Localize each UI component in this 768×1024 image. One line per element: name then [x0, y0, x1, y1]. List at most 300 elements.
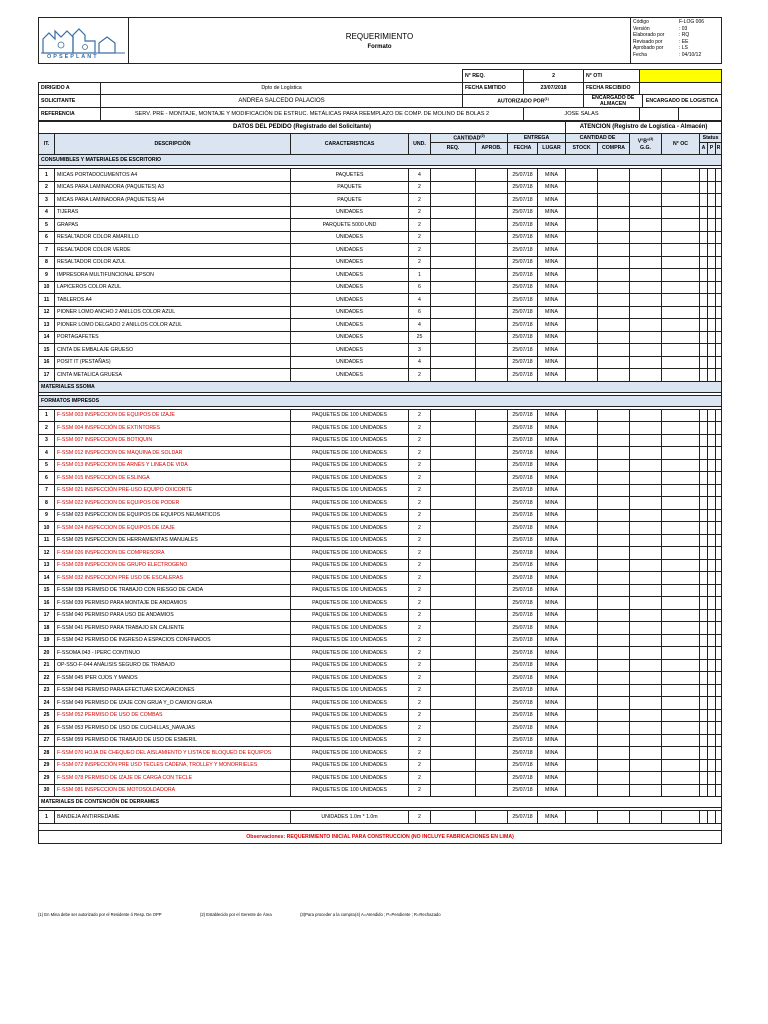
item-status-r[interactable]: [716, 759, 722, 772]
item-status-a[interactable]: [700, 684, 708, 697]
item-characteristics[interactable]: UNIDADES: [291, 281, 409, 294]
item-status-a[interactable]: [700, 219, 708, 232]
item-compra[interactable]: [598, 497, 630, 510]
item-stock[interactable]: [566, 434, 598, 447]
item-quantity[interactable]: 2: [409, 697, 431, 710]
item-aprob[interactable]: [476, 356, 508, 369]
item-aprob[interactable]: [476, 319, 508, 332]
item-noc[interactable]: [662, 256, 700, 269]
item-fecha[interactable]: 25/07/18: [508, 256, 538, 269]
item-status-p[interactable]: [708, 547, 716, 560]
item-status-a[interactable]: [700, 319, 708, 332]
item-req[interactable]: [431, 356, 476, 369]
item-fecha[interactable]: 25/07/18: [508, 672, 538, 685]
item-fecha[interactable]: 25/07/18: [508, 697, 538, 710]
item-req[interactable]: [431, 734, 476, 747]
item-characteristics[interactable]: PAQUETES DE 100 UNIDADES: [291, 534, 409, 547]
item-compra[interactable]: [598, 534, 630, 547]
item-stock[interactable]: [566, 784, 598, 797]
item-stock[interactable]: [566, 306, 598, 319]
item-compra[interactable]: [598, 672, 630, 685]
item-noc[interactable]: [662, 181, 700, 194]
item-status-r[interactable]: [716, 509, 722, 522]
item-stock[interactable]: [566, 759, 598, 772]
item-lugar[interactable]: MINA: [538, 484, 566, 497]
item-characteristics[interactable]: PAQUETES DE 100 UNIDADES: [291, 759, 409, 772]
item-characteristics[interactable]: PAQUETES DE 100 UNIDADES: [291, 659, 409, 672]
item-quantity[interactable]: 6: [409, 306, 431, 319]
item-status-p[interactable]: [708, 369, 716, 382]
item-status-r[interactable]: [716, 709, 722, 722]
item-aprob[interactable]: [476, 409, 508, 422]
item-req[interactable]: [431, 622, 476, 635]
item-characteristics[interactable]: UNIDADES: [291, 319, 409, 332]
item-description[interactable]: F-SSM 013 INSPECCION DE ARNÉS Y LINEA DE VIDA: [55, 459, 291, 472]
item-lugar[interactable]: MINA: [538, 194, 566, 207]
item-compra[interactable]: [598, 344, 630, 357]
item-status-p[interactable]: [708, 697, 716, 710]
item-vb[interactable]: [630, 547, 662, 560]
item-lugar[interactable]: MINA: [538, 319, 566, 332]
item-quantity[interactable]: 2: [409, 659, 431, 672]
item-stock[interactable]: [566, 772, 598, 785]
item-quantity[interactable]: 2: [409, 709, 431, 722]
item-description[interactable]: F-SSM 003 INSPECCION DE EQUIPOS DE IZAJE: [55, 409, 291, 422]
item-status-r[interactable]: [716, 484, 722, 497]
item-vb[interactable]: [630, 572, 662, 585]
item-aprob[interactable]: [476, 772, 508, 785]
item-req[interactable]: [431, 294, 476, 307]
item-stock[interactable]: [566, 659, 598, 672]
item-description[interactable]: F-SSM 059 PERMISO DE TRABAJO DE USO DE ESMERIL: [55, 734, 291, 747]
item-compra[interactable]: [598, 206, 630, 219]
item-req[interactable]: [431, 434, 476, 447]
item-noc[interactable]: [662, 647, 700, 660]
item-aprob[interactable]: [476, 547, 508, 560]
item-status-a[interactable]: [700, 472, 708, 485]
item-fecha[interactable]: 25/07/18: [508, 331, 538, 344]
item-status-p[interactable]: [708, 734, 716, 747]
item-req[interactable]: [431, 169, 476, 182]
noti-value[interactable]: [640, 70, 722, 83]
item-fecha[interactable]: 25/07/18: [508, 559, 538, 572]
item-fecha[interactable]: 25/07/18: [508, 472, 538, 485]
item-description[interactable]: TIJERAS: [55, 206, 291, 219]
item-lugar[interactable]: MINA: [538, 206, 566, 219]
item-noc[interactable]: [662, 319, 700, 332]
item-lugar[interactable]: MINA: [538, 356, 566, 369]
item-fecha[interactable]: 25/07/18: [508, 269, 538, 282]
item-status-p[interactable]: [708, 331, 716, 344]
item-status-p[interactable]: [708, 472, 716, 485]
item-compra[interactable]: [598, 219, 630, 232]
item-compra[interactable]: [598, 697, 630, 710]
item-description[interactable]: BANDEJA ANTIRREDAME: [55, 811, 291, 824]
item-noc[interactable]: [662, 547, 700, 560]
item-lugar[interactable]: MINA: [538, 472, 566, 485]
item-aprob[interactable]: [476, 672, 508, 685]
item-characteristics[interactable]: PAQUETES DE 100 UNIDADES: [291, 572, 409, 585]
item-description[interactable]: PIONER LOMO ANCHO 2 ANILLOS COLOR AZUL: [55, 306, 291, 319]
item-status-a[interactable]: [700, 534, 708, 547]
item-stock[interactable]: [566, 572, 598, 585]
item-vb[interactable]: [630, 206, 662, 219]
item-noc[interactable]: [662, 194, 700, 207]
item-stock[interactable]: [566, 181, 598, 194]
item-vb[interactable]: [630, 759, 662, 772]
item-compra[interactable]: [598, 647, 630, 660]
item-compra[interactable]: [598, 597, 630, 610]
item-status-a[interactable]: [700, 572, 708, 585]
item-status-p[interactable]: [708, 459, 716, 472]
item-status-a[interactable]: [700, 672, 708, 685]
item-characteristics[interactable]: PAQUETES DE 100 UNIDADES: [291, 722, 409, 735]
item-compra[interactable]: [598, 747, 630, 760]
item-lugar[interactable]: MINA: [538, 559, 566, 572]
item-req[interactable]: [431, 722, 476, 735]
item-noc[interactable]: [662, 369, 700, 382]
item-stock[interactable]: [566, 447, 598, 460]
item-compra[interactable]: [598, 522, 630, 535]
item-compra[interactable]: [598, 244, 630, 257]
item-description[interactable]: F-SSM 038 PERMISO DE TRABAJO CON RIESGO DE CAIDA: [55, 584, 291, 597]
item-fecha[interactable]: 25/07/18: [508, 522, 538, 535]
item-status-a[interactable]: [700, 497, 708, 510]
item-req[interactable]: [431, 459, 476, 472]
item-quantity[interactable]: 2: [409, 194, 431, 207]
item-aprob[interactable]: [476, 206, 508, 219]
item-compra[interactable]: [598, 572, 630, 585]
item-characteristics[interactable]: UNIDADES: [291, 369, 409, 382]
item-status-p[interactable]: [708, 634, 716, 647]
item-fecha[interactable]: 25/07/18: [508, 484, 538, 497]
item-noc[interactable]: [662, 584, 700, 597]
item-status-r[interactable]: [716, 294, 722, 307]
item-fecha[interactable]: 25/07/18: [508, 344, 538, 357]
item-quantity[interactable]: 2: [409, 181, 431, 194]
item-status-p[interactable]: [708, 647, 716, 660]
item-fecha[interactable]: 25/07/18: [508, 709, 538, 722]
autorizado-value[interactable]: JOSE SALAS: [524, 108, 640, 121]
item-stock[interactable]: [566, 509, 598, 522]
item-aprob[interactable]: [476, 484, 508, 497]
item-req[interactable]: [431, 609, 476, 622]
item-fecha[interactable]: 25/07/18: [508, 281, 538, 294]
item-stock[interactable]: [566, 522, 598, 535]
item-status-p[interactable]: [708, 194, 716, 207]
item-aprob[interactable]: [476, 811, 508, 824]
item-status-r[interactable]: [716, 169, 722, 182]
item-fecha[interactable]: 25/07/18: [508, 811, 538, 824]
item-vb[interactable]: [630, 609, 662, 622]
fecha-emitido-value[interactable]: 23/07/2018: [524, 82, 584, 95]
item-lugar[interactable]: MINA: [538, 547, 566, 560]
item-req[interactable]: [431, 231, 476, 244]
item-aprob[interactable]: [476, 747, 508, 760]
item-description[interactable]: LAPICEROS COLOR AZUL: [55, 281, 291, 294]
item-compra[interactable]: [598, 509, 630, 522]
item-quantity[interactable]: 2: [409, 559, 431, 572]
item-vb[interactable]: [630, 472, 662, 485]
item-characteristics[interactable]: PAQUETES DE 100 UNIDADES: [291, 672, 409, 685]
item-lugar[interactable]: MINA: [538, 597, 566, 610]
item-status-a[interactable]: [700, 759, 708, 772]
item-fecha[interactable]: 25/07/18: [508, 722, 538, 735]
item-description[interactable]: GRAPAS: [55, 219, 291, 232]
item-req[interactable]: [431, 547, 476, 560]
item-lugar[interactable]: MINA: [538, 634, 566, 647]
item-status-a[interactable]: [700, 547, 708, 560]
item-status-p[interactable]: [708, 772, 716, 785]
item-req[interactable]: [431, 659, 476, 672]
item-stock[interactable]: [566, 722, 598, 735]
item-req[interactable]: [431, 369, 476, 382]
item-description[interactable]: F-SSM 023 INSPECCION DE EQUIPOS DE EQUIPOS NEUMATICOS: [55, 509, 291, 522]
item-quantity[interactable]: 2: [409, 734, 431, 747]
item-fecha[interactable]: 25/07/18: [508, 206, 538, 219]
item-status-r[interactable]: [716, 422, 722, 435]
item-lugar[interactable]: MINA: [538, 534, 566, 547]
item-fecha[interactable]: 25/07/18: [508, 194, 538, 207]
item-noc[interactable]: [662, 331, 700, 344]
item-characteristics[interactable]: PAQUETES DE 100 UNIDADES: [291, 747, 409, 760]
item-fecha[interactable]: 25/07/18: [508, 659, 538, 672]
item-status-r[interactable]: [716, 672, 722, 685]
item-noc[interactable]: [662, 244, 700, 257]
item-lugar[interactable]: MINA: [538, 747, 566, 760]
item-noc[interactable]: [662, 231, 700, 244]
item-req[interactable]: [431, 319, 476, 332]
item-characteristics[interactable]: UNIDADES: [291, 269, 409, 282]
item-status-p[interactable]: [708, 811, 716, 824]
item-compra[interactable]: [598, 281, 630, 294]
item-noc[interactable]: [662, 269, 700, 282]
item-stock[interactable]: [566, 356, 598, 369]
item-status-r[interactable]: [716, 684, 722, 697]
item-status-p[interactable]: [708, 256, 716, 269]
item-compra[interactable]: [598, 256, 630, 269]
item-req[interactable]: [431, 409, 476, 422]
item-stock[interactable]: [566, 484, 598, 497]
item-status-p[interactable]: [708, 281, 716, 294]
item-compra[interactable]: [598, 759, 630, 772]
item-description[interactable]: CINTA DE EMBALAJE GRUESO: [55, 344, 291, 357]
item-compra[interactable]: [598, 659, 630, 672]
item-lugar[interactable]: MINA: [538, 306, 566, 319]
item-status-a[interactable]: [700, 811, 708, 824]
item-status-r[interactable]: [716, 256, 722, 269]
item-characteristics[interactable]: PAQUETES DE 100 UNIDADES: [291, 597, 409, 610]
item-req[interactable]: [431, 244, 476, 257]
item-compra[interactable]: [598, 559, 630, 572]
item-stock[interactable]: [566, 422, 598, 435]
item-aprob[interactable]: [476, 584, 508, 597]
item-description[interactable]: PIONER LOMO DELGADO 2 ANILLOS COLOR AZUL: [55, 319, 291, 332]
item-vb[interactable]: [630, 747, 662, 760]
item-characteristics[interactable]: PAQUETES DE 100 UNIDADES: [291, 447, 409, 460]
item-status-p[interactable]: [708, 206, 716, 219]
item-req[interactable]: [431, 634, 476, 647]
item-lugar[interactable]: MINA: [538, 509, 566, 522]
item-vb[interactable]: [630, 534, 662, 547]
item-status-r[interactable]: [716, 219, 722, 232]
item-description[interactable]: TABLEROS A4: [55, 294, 291, 307]
item-status-a[interactable]: [700, 784, 708, 797]
item-description[interactable]: F-SSM 053 PERMISO DE USO DE CUCHILLAS_NAVAJAS: [55, 722, 291, 735]
item-fecha[interactable]: 25/07/18: [508, 747, 538, 760]
item-stock[interactable]: [566, 194, 598, 207]
item-lugar[interactable]: MINA: [538, 722, 566, 735]
item-vb[interactable]: [630, 497, 662, 510]
item-lugar[interactable]: MINA: [538, 759, 566, 772]
item-compra[interactable]: [598, 319, 630, 332]
item-status-a[interactable]: [700, 231, 708, 244]
item-aprob[interactable]: [476, 472, 508, 485]
item-lugar[interactable]: MINA: [538, 281, 566, 294]
item-status-a[interactable]: [700, 647, 708, 660]
item-noc[interactable]: [662, 634, 700, 647]
item-status-r[interactable]: [716, 331, 722, 344]
item-description[interactable]: F-SSM 015 INSPECCION DE ESLINGA: [55, 472, 291, 485]
item-status-r[interactable]: [716, 609, 722, 622]
item-characteristics[interactable]: UNIDADES: [291, 331, 409, 344]
item-status-a[interactable]: [700, 597, 708, 610]
item-description[interactable]: PORTAGAFETES: [55, 331, 291, 344]
item-lugar[interactable]: MINA: [538, 434, 566, 447]
item-characteristics[interactable]: PAQUETES DE 100 UNIDADES: [291, 547, 409, 560]
item-description[interactable]: F-SSM 040 PERMISO PARA USO DE ANDAMIOS: [55, 609, 291, 622]
item-characteristics[interactable]: PAQUETES DE 100 UNIDADES: [291, 484, 409, 497]
item-aprob[interactable]: [476, 497, 508, 510]
item-stock[interactable]: [566, 547, 598, 560]
item-characteristics[interactable]: UNIDADES: [291, 206, 409, 219]
item-quantity[interactable]: 2: [409, 497, 431, 510]
item-compra[interactable]: [598, 369, 630, 382]
item-description[interactable]: F-SSM 041 PERMISO PARA TRABAJO EN CALIENTE: [55, 622, 291, 635]
item-status-a[interactable]: [700, 169, 708, 182]
item-vb[interactable]: [630, 734, 662, 747]
item-stock[interactable]: [566, 734, 598, 747]
item-status-p[interactable]: [708, 356, 716, 369]
item-lugar[interactable]: MINA: [538, 331, 566, 344]
item-characteristics[interactable]: UNIDADES: [291, 231, 409, 244]
item-description[interactable]: F-SSM 021 INSPECCIÓN PRE-USO EQUIPO OXICORTE: [55, 484, 291, 497]
item-aprob[interactable]: [476, 534, 508, 547]
item-compra[interactable]: [598, 547, 630, 560]
item-stock[interactable]: [566, 609, 598, 622]
item-description[interactable]: F-SSM 039 PERMISO PARA MONTAJE DE ANDAMIOS: [55, 597, 291, 610]
item-characteristics[interactable]: UNIDADES: [291, 356, 409, 369]
item-noc[interactable]: [662, 609, 700, 622]
item-status-p[interactable]: [708, 622, 716, 635]
item-vb[interactable]: [630, 194, 662, 207]
item-status-a[interactable]: [700, 609, 708, 622]
item-status-r[interactable]: [716, 722, 722, 735]
item-status-a[interactable]: [700, 522, 708, 535]
item-stock[interactable]: [566, 497, 598, 510]
item-aprob[interactable]: [476, 281, 508, 294]
item-status-a[interactable]: [700, 447, 708, 460]
item-lugar[interactable]: MINA: [538, 231, 566, 244]
item-fecha[interactable]: 25/07/18: [508, 509, 538, 522]
item-status-p[interactable]: [708, 759, 716, 772]
item-vb[interactable]: [630, 422, 662, 435]
item-quantity[interactable]: 2: [409, 434, 431, 447]
item-characteristics[interactable]: PAQUETES DE 100 UNIDADES: [291, 422, 409, 435]
item-status-p[interactable]: [708, 484, 716, 497]
item-vb[interactable]: [630, 647, 662, 660]
item-stock[interactable]: [566, 597, 598, 610]
item-status-r[interactable]: [716, 194, 722, 207]
item-vb[interactable]: [630, 459, 662, 472]
item-status-r[interactable]: [716, 472, 722, 485]
item-req[interactable]: [431, 306, 476, 319]
item-aprob[interactable]: [476, 709, 508, 722]
item-characteristics[interactable]: PAQUETES DE 100 UNIDADES: [291, 609, 409, 622]
item-stock[interactable]: [566, 256, 598, 269]
item-stock[interactable]: [566, 169, 598, 182]
item-lugar[interactable]: MINA: [538, 497, 566, 510]
item-status-a[interactable]: [700, 484, 708, 497]
item-vb[interactable]: [630, 369, 662, 382]
item-compra[interactable]: [598, 709, 630, 722]
item-noc[interactable]: [662, 784, 700, 797]
item-description[interactable]: F-SSM 012 INSPECCION DE MAQUINA DE SOLDAR: [55, 447, 291, 460]
item-status-r[interactable]: [716, 747, 722, 760]
item-compra[interactable]: [598, 269, 630, 282]
item-status-r[interactable]: [716, 244, 722, 257]
item-aprob[interactable]: [476, 559, 508, 572]
item-fecha[interactable]: 25/07/18: [508, 609, 538, 622]
item-status-r[interactable]: [716, 647, 722, 660]
item-lugar[interactable]: MINA: [538, 684, 566, 697]
item-description[interactable]: F-SSM 078 PERMISO DE IZAJE DE CARGA CON TECLE: [55, 772, 291, 785]
item-status-r[interactable]: [716, 434, 722, 447]
item-compra[interactable]: [598, 472, 630, 485]
item-fecha[interactable]: 25/07/18: [508, 231, 538, 244]
item-req[interactable]: [431, 709, 476, 722]
item-status-p[interactable]: [708, 306, 716, 319]
item-status-r[interactable]: [716, 281, 722, 294]
item-compra[interactable]: [598, 609, 630, 622]
item-compra[interactable]: [598, 181, 630, 194]
item-status-p[interactable]: [708, 684, 716, 697]
item-status-r[interactable]: [716, 659, 722, 672]
item-noc[interactable]: [662, 434, 700, 447]
item-req[interactable]: [431, 447, 476, 460]
item-vb[interactable]: [630, 231, 662, 244]
fecha-recibido-value[interactable]: [640, 82, 722, 95]
item-vb[interactable]: [630, 409, 662, 422]
item-aprob[interactable]: [476, 697, 508, 710]
item-req[interactable]: [431, 269, 476, 282]
item-lugar[interactable]: MINA: [538, 459, 566, 472]
item-req[interactable]: [431, 497, 476, 510]
item-noc[interactable]: [662, 206, 700, 219]
item-fecha[interactable]: 25/07/18: [508, 369, 538, 382]
item-quantity[interactable]: 2: [409, 609, 431, 622]
item-status-r[interactable]: [716, 306, 722, 319]
item-noc[interactable]: [662, 534, 700, 547]
item-status-a[interactable]: [700, 269, 708, 282]
item-req[interactable]: [431, 559, 476, 572]
item-status-p[interactable]: [708, 181, 716, 194]
item-stock[interactable]: [566, 409, 598, 422]
item-status-r[interactable]: [716, 369, 722, 382]
item-characteristics[interactable]: PAQUETES DE 100 UNIDADES: [291, 522, 409, 535]
item-compra[interactable]: [598, 447, 630, 460]
item-status-a[interactable]: [700, 294, 708, 307]
